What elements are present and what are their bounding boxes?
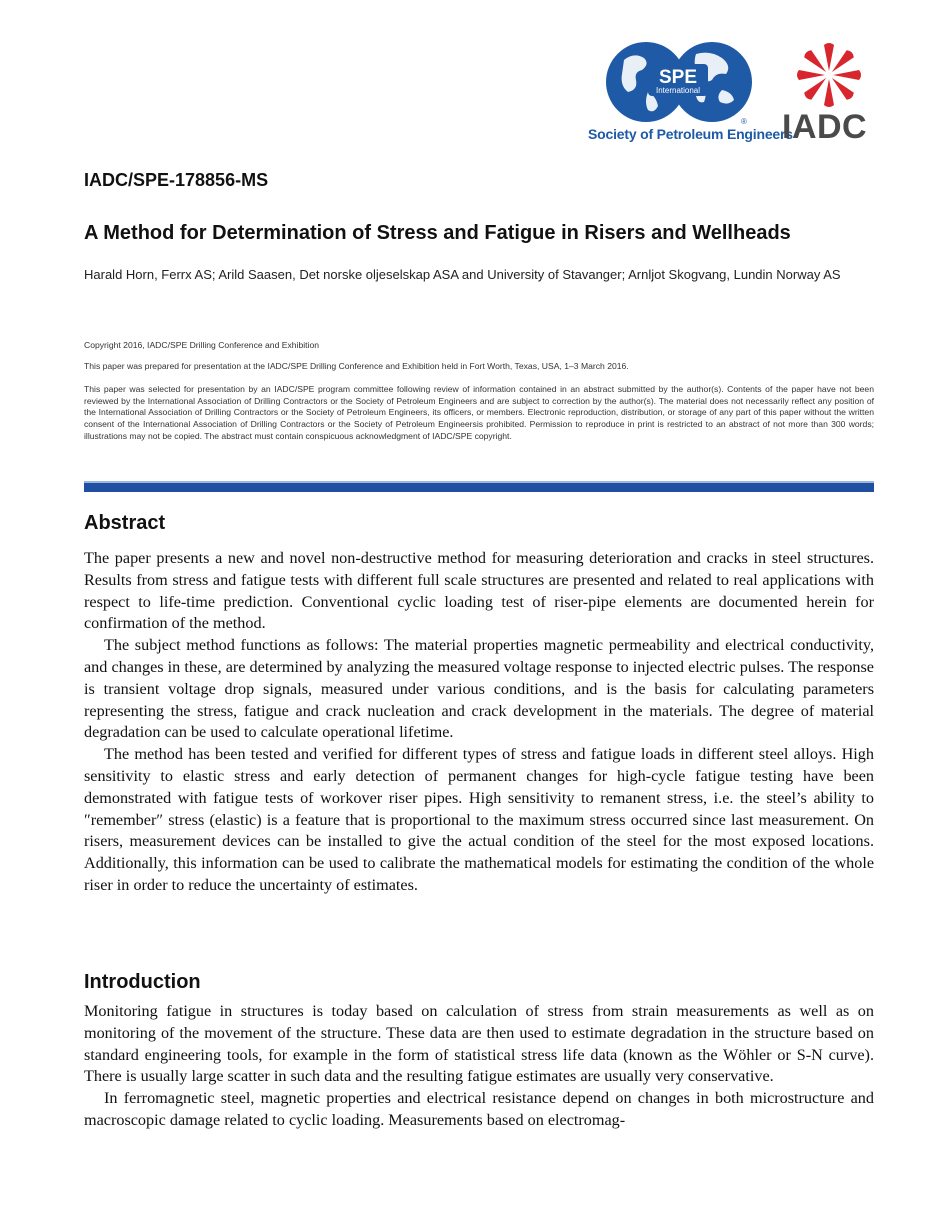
abstract-paragraph-1: The paper presents a new and novel non-destructive method for measuring deterioration and cracks in steel structures. Results from stress and fatigue tests with different full scale structures are presented and related to real applications with respect to life-time prediction. Conventional cyclic loading test of riser-pipe elements are documented herein for confirmation of the method. [84, 549, 874, 633]
spe-caption: Society of Petroleum Engineers [588, 126, 793, 142]
introduction-paragraph-1: Monitoring fatigue in structures is today based on calculation of stress from strain measurements as well as on monitoring of the movement of the structure. These data are then used to estimate degradation in the structure based on standard engineering tools, for example in the form of statistical stress life data (known as the Wöhler or S-N curve). There is usually large scatter in such data and the resulting fatigue estimates are usually very conservative. [84, 1002, 874, 1086]
abstract-paragraph-3: The method has been tested and verified for different types of stress and fatigue loads in different steel alloys. High sensitivity to elastic stress and early detection of permanent changes for high-cycle fatigue testing have been demonstrated with fatigue tests of workover riser pipes. High sensitivity to remanent stress, i.e. the steel’s ability to ″remember″ stress (elastic) is a feature that is proportional to the maximum stress occurred since last measurement. On risers, measurement devices can be installed to give the actual condition of the steel for the most exposed locations. Additionally, this information can be used to calibrate the mathematical models for estimating the condition of the whole riser in order to reduce the uncertainty of estimates. [84, 745, 874, 894]
abstract-heading: Abstract [84, 512, 166, 534]
conference-logos [584, 36, 876, 146]
abstract-paragraph-2: The subject method functions as follows: The material properties magnetic permeability and electrical conductivity, and changes in these, are determined by analyzing the measured voltage response to injected electric pulses. The response is transient voltage drop signals, measured under various conditions, and is the basis for calculating parameters representing the stress, fatigue and crack nucleation and crack development in the materials. The degree of material degradation can be used to calculate operational lifetime. [84, 636, 874, 742]
review-disclaimer: This paper was selected for presentation by an IADC/SPE program committee following review of information contained in an abstract submitted by the author(s). Contents of the paper have not been reviewed by the International Association of Drilling Contractors or the Society of Petroleum Engineers and are subject to correction by the author(s). The material does not necessarily reflect any position of the International Association of Drilling Contractors or the Society of Petroleum Engineers, its officers, or members. Electronic reproduction, distribution, or storage of any part of this paper without the written consent of the International Association of Drilling Contractors or the Society of Petroleum Engineersis prohibited. Permission to reproduce in print is restricted to an abstract of not more than 300 words; illustrations may not be copied. The abstract must contain conspicuous acknowledgment of IADC/SPE copyright. [84, 384, 874, 441]
copyright-notice: Copyright 2016, IADC/SPE Drilling Conference and Exhibition [84, 340, 320, 350]
iadc-caption: IADC [782, 108, 868, 146]
author-list: Harald Horn, Ferrx AS; Arild Saasen, Det norske oljeselskap ASA and University of Stavanger; Arnljot Skogvang, Lundin Norway AS [84, 267, 841, 282]
introduction-paragraph-2: In ferromagnetic steel, magnetic properties and electrical resistance depend on changes in both microstructure and macroscopic damage related to cyclic loading. Measurements based on electromag- [84, 1089, 874, 1129]
presentation-notice: This paper was prepared for presentation at the IADC/SPE Drilling Conference and Exhibition held in Fort Worth, Texas, USA, 1–3 March 2016. [84, 361, 629, 371]
paper-number: IADC/SPE-178856-MS [84, 170, 269, 190]
spe-registered-mark: ® [741, 117, 747, 126]
abstract-body [84, 548, 874, 897]
spe-badge-text: SPE [658, 67, 698, 88]
iadc-pinwheel-logo [794, 40, 864, 110]
introduction-body [84, 1001, 874, 1132]
header-divider [84, 481, 874, 492]
spe-badge-subtext: International [655, 86, 701, 95]
introduction-heading: Introduction [84, 971, 201, 993]
spe-globe-logo [604, 38, 754, 128]
paper-title: A Method for Determination of Stress and Fatigue in Risers and Wellheads [84, 222, 791, 244]
